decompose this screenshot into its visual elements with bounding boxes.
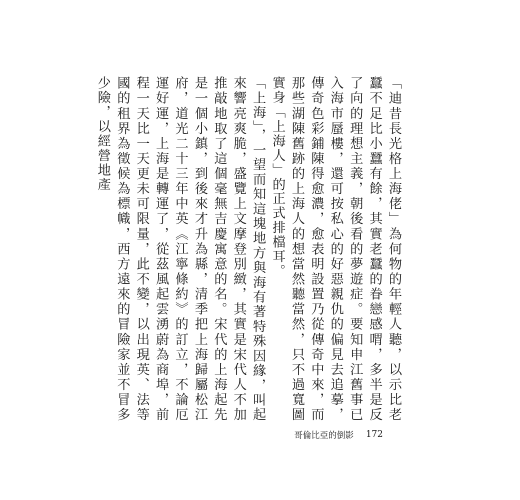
- body-text: [94, 76, 403, 422]
- paragraph-1: 「迪昔長光格上海佬」為何物的年輕人聽，以示比老蠶不足比小蠶有餘，其實老蠶的眷戀感喟，多半是反了向的理想主義，朝後看的夢遊症。要知申江舊事已入海市蜃樓，還可按私心的好惡親仇的偏見去追摹，傳奇色彩鋪陳得愈濃，愈表明設置乃從傳奇中來，而那些湖陳舊跡的上海人的想當然聽當然，只不過寬圖實身「上海人」的正式排檔耳。: [269, 76, 401, 422]
- page-footer: [294, 429, 383, 441]
- running-title: 哥倫比亞的倒影: [294, 431, 354, 441]
- paragraph-2: 「上海」，一望而知這塊地方與海有著特殊因緣，叫起來響亮爽脆，盛覽上文摩登別緻，其實是宋代人不加推敲地取了這個毫無吉慶寓意的名。宋代的上海起先是一個小鎮，到後來才升為縣，清季把上海歸屬松江府，道光二十三年中英《江寧條約》的訂立，不論厄運好運，上海是轉運了，從茲風起雲湧蔚為商埠，前程一天比一天更未可限量，此不變，以出現英、法等國的租界為徵候為標幟，西方遠來的冒險家並不冒多少險，以經營地產: [94, 76, 266, 422]
- page-number: 172: [365, 430, 383, 440]
